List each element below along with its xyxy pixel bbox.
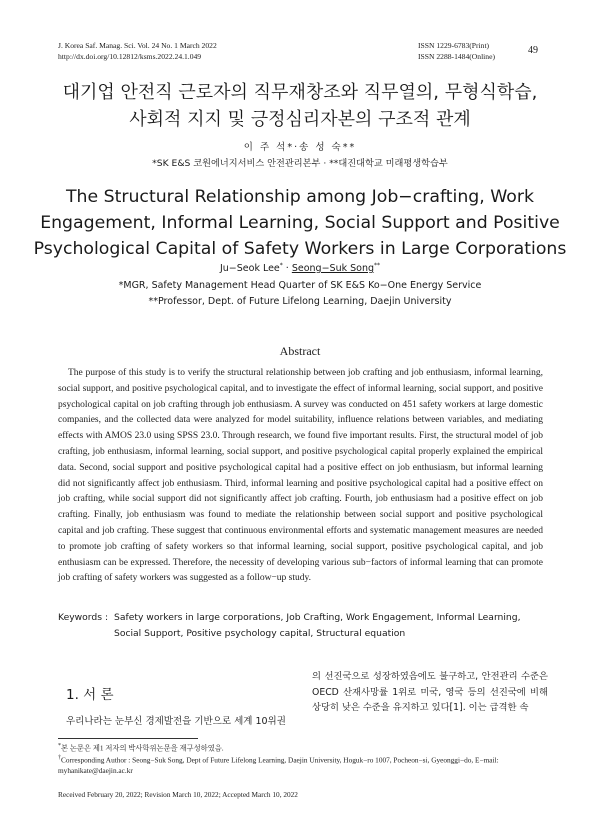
author-lee: Ju−Seok Lee [219,263,280,275]
keywords-line2: Social Support, Positive psychology capital, Structural equation [114,628,406,639]
english-title-line2: Engagement, Informal Learning, Social Support and Positive [40,213,560,233]
english-affiliation-1: *MGR, Safety Management Head Quarter of SK E&S Ko−One Energy Service [118,280,482,291]
footnote-corresponding-author: †Corresponding Author : Seong−Suk Song, Dept of Future Lifelong Learning, Daejin University, Hoguk−ro 1007, Pocheon−si, Gyeonggi−do, E−mail: myhanikate@daejin.ac.kr [58,755,499,776]
author-song: Seong−Suk Song [291,263,375,275]
running-header-right [418,40,495,62]
issn-online: ISSN 2288-1484(Online) [418,52,495,61]
english-affiliation-2: **Professor, Dept. of Future Lifelong Learning, Daejin University [148,296,452,307]
keywords-block [58,610,548,642]
intro-left-column-text: 우리나라는 눈부신 경제발전을 기반으로 세계 10위권 [66,716,286,727]
korean-title-line2: 사회적 지지 및 긍정심리자본의 구조적 관계 [129,109,471,130]
abstract-body: The purpose of this study is to verify the structural relationship between job crafting and job enthusiasm, informal learning, social support, and positive psychological capital, and to investigate the effect of informal learning, social support, and positive psychological capital on job crafting through job enthusiasm. A survey was conducted on 451 safety workers at large domestic companies, and the collected data were analyzed for model suitability, influence relations between variables, and mediating effects with AMOS 23.0 using SPSS 23.0. Through research, we found five important results. First, the structural model of job crafting, job enthusiasm, informal learning, social support, and positive psychological capital properly explained the empirical data. Second, social support and positive psychological capital had a positive effect on job enthusiasm, but informal learning did not significantly affect job enthusiasm. Third, informal learning and positive psychological capital had a positive effect on job crafting, while social support did not significantly affect job crafting. Fourth, job enthusiasm had a positive effect on job crafting. Finally, job enthusiasm was found to mediate the relationship between social support and positive psychological capital and job crafting. These suggest that continuous environmental efforts and systematic management measures are needed to promote job crafting of safety workers so that informal learning, social support, positive psychological capital, and job enthusiasm can be expressed. Therefore, the necessity of developing various sub−factors of informal learning that can promote job crafting of safety workers was suggested as a follow−up study. [58,368,543,584]
issn-print: ISSN 1229-6783(Print) [418,41,490,50]
korean-title-line1: 대기업 안전직 근로자의 직무재창조와 직무열의, 무형식학습, [62,82,538,103]
intro-right-column-text: 의 선진국으로 성장하였음에도 불구하고, 안전관리 수준은 OECD 산재사망률 1위로 미국, 영국 등의 선진국에 비해 상당히 낮은 수준을 유지하고 있다[1]. 이는 급격한 속 [312,671,548,714]
author-lee-mark: * [279,262,283,269]
footnote-received-dates: Received February 20, 2022; Revision March 10, 2022; Accepted March 10, 2022 [58,790,298,799]
korean-authors: 이 주 석*·송 성 숙** [243,142,357,153]
keywords-line1: Safety workers in large corporations, Job Crafting, Work Engagement, Informal Learning, [114,612,521,623]
footnote-thesis: *본 논문은 제1 저자의 박사학위논문을 재구성하였음. [58,743,224,753]
doi-link[interactable]: http://dx.doi.org/10.12812/ksms.2022.24.1.049 [58,52,202,61]
section-heading-introduction: 1. 서 론 [66,687,114,703]
english-authors [0,262,600,274]
running-header-left [58,40,217,62]
page-number: 49 [528,45,538,56]
journal-citation: J. Korea Saf. Manag. Sci. Vol. 24 No. 1 March 2022 [58,41,217,50]
korean-affiliation: *SK E&S 코원에너지서비스 안전관리본부 · **대진대학교 미래평생학습부 [152,158,448,169]
footnote-rule [58,738,198,739]
author-separator: · [282,263,292,275]
keywords-label: Keywords : [58,612,109,623]
abstract-heading: Abstract [279,344,321,358]
english-title-line1: The Structural Relationship among Job−crafting, Work [66,187,534,207]
author-song-mark: ** [374,262,381,269]
english-title-line3: Psychological Capital of Safety Workers in Large Corporations [33,239,567,259]
